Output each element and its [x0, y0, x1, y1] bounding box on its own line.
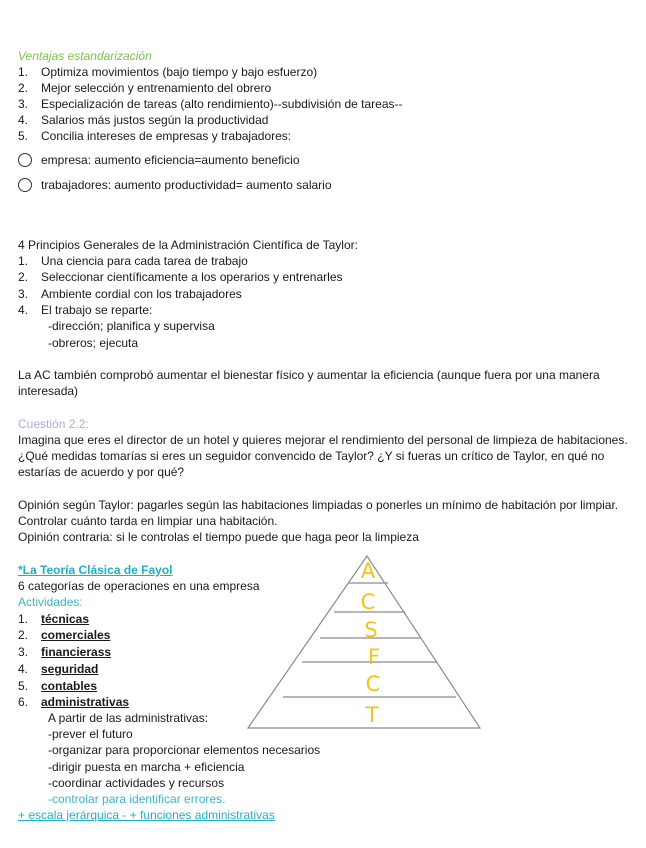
fayol-item: 3. financierass [18, 645, 112, 659]
cuestion-heading: Cuestión 2.2: [18, 417, 89, 431]
principios-heading: 4 Principios Generales de la Administración Científica de Taylor: [18, 238, 358, 252]
principios-item: 3. Ambiente cordial con los trabajadores [18, 287, 242, 301]
bullet-empresa: empresa: aumento eficiencia=aumento beneficio [18, 152, 300, 168]
principios-sub: -obreros; ejecuta [48, 336, 139, 350]
pyramid-letter: S [364, 618, 378, 642]
principios-sub: -dirección; planifica y supervisa [48, 319, 215, 333]
ventajas-item: 4. Salarios más justos según la productividad [18, 113, 269, 127]
fayol-item: 4. seguridad [18, 662, 99, 676]
fayol-footer-link[interactable]: + escala jerárquica - + funciones administrativas [18, 808, 275, 822]
bullet-trabajadores: trabajadores: aumento productividad= aumento salario [18, 177, 332, 193]
ventajas-item: 5. Concilia intereses de empresas y trabajadores: [18, 129, 292, 143]
pyramid-letter: F [367, 645, 381, 669]
opinion-contraria: Opinión contraria: si le controlas el tiempo puede que haga peor la limpieza [18, 530, 419, 544]
fayol-item: 1. técnicas [18, 612, 90, 626]
admin-intro: A partir de las administrativas: [48, 711, 209, 725]
ventajas-heading: Ventajas estandarización [18, 49, 152, 63]
admin-item: -coordinar actividades y recursos [48, 776, 225, 790]
admin-item: -organizar para proporcionar elementos necesarios [48, 743, 321, 757]
cuestion-question: Imagina que eres el director de un hotel y quieres mejorar el rendimiento del personal de limpieza de habitaciones. ¿Qué medidas tomarías si eres un seguidor convencido de Taylor? ¿Y si fueras un crítico de Taylor, en qué no estarías de acuerdo y por qué? [18, 433, 628, 479]
pyramid-letter: C [365, 672, 381, 696]
ventajas-item: 1. Optimiza movimientos (bajo tiempo y bajo esfuerzo) [18, 65, 318, 79]
ac-paragraph: La AC también comprobó aumentar el bienestar físico y aumentar la eficiencia (aunque fuera por una manera interesada) [18, 368, 600, 398]
opinion-taylor: Opinión según Taylor: pagarles según las habitaciones limpiadas o ponerles un mínimo de habitación por limpiar. Controlar cuánto tarda en limpiar una habitación. [18, 498, 619, 528]
pyramid-letter: T [365, 703, 379, 727]
principios-item: 4. El trabajo se reparte: [18, 303, 153, 317]
actividades-label: Actividades: [18, 595, 83, 609]
admin-item-last: -controlar para identificar errores. [48, 792, 226, 806]
fayol-subtitle: 6 categorías de operaciones en una empresa [18, 579, 260, 593]
ventajas-item: 3. Especialización de tareas (alto rendimiento)--subdivisión de tareas-- [18, 97, 403, 111]
admin-item: -prever el futuro [48, 727, 133, 741]
fayol-item: 5. contables [18, 679, 98, 693]
fayol-item: 2. comerciales [18, 628, 111, 642]
pyramid-letter: C [360, 590, 376, 614]
principios-item: 1. Una ciencia para cada tarea de trabajo [18, 254, 248, 268]
admin-item: -dirigir puesta en marcha + eficiencia [48, 760, 245, 774]
fayol-item: 6. administrativas [18, 695, 130, 709]
ventajas-item: 2. Mejor selección y entrenamiento del obrero [18, 81, 272, 95]
principios-item: 2. Seleccionar científicamente a los operarios y entrenarles [18, 270, 343, 284]
pyramid-letter: A [360, 559, 376, 583]
fayol-heading: *La Teoría Clásica de Fayol [18, 563, 173, 577]
